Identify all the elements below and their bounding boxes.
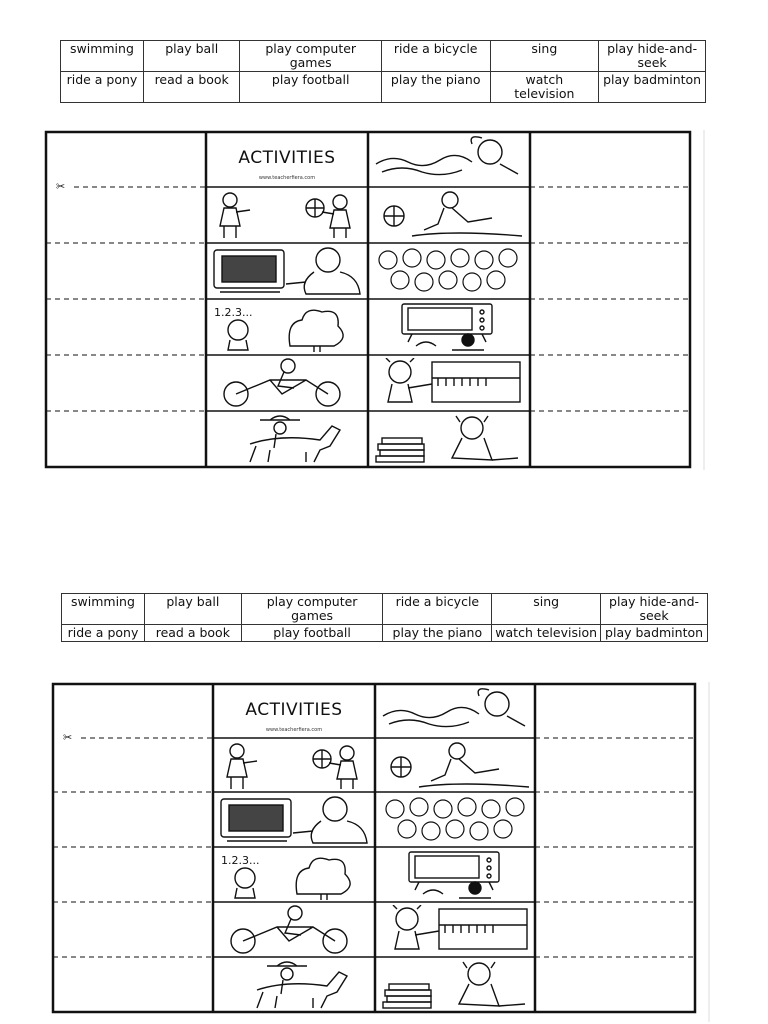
svg-text:1.2.3...: 1.2.3... [221, 854, 260, 867]
word-bank-cell: play ball [144, 594, 241, 625]
sing-picture [379, 795, 533, 845]
activities-worksheet [44, 130, 708, 470]
word-bank-row [61, 41, 706, 72]
word-bank-cell: play ball [143, 41, 240, 72]
play-football-picture [379, 741, 533, 791]
play-computer-games-picture [217, 795, 371, 845]
word-bank-cell: play hide-and-seek [601, 594, 708, 625]
play-ball-picture [210, 190, 364, 240]
swimming-picture [372, 134, 526, 184]
word-bank-cell: sing [492, 594, 601, 625]
ride-a-pony-picture [217, 960, 371, 1010]
play-the-piano-picture [372, 358, 526, 408]
word-bank-cell: play hide-and-seek [599, 41, 706, 72]
worksheet-title: ACTIVITIES [245, 700, 343, 720]
activities-worksheet [51, 682, 715, 1022]
word-bank-cell: ride a pony [62, 625, 145, 642]
word-bank-cell: sing [490, 41, 599, 72]
word-bank-cell: read a book [143, 72, 240, 103]
read-a-book-picture [379, 960, 533, 1010]
word-bank-cell: watch television [490, 72, 599, 103]
word-bank-cell: watch television [492, 625, 601, 642]
word-bank-cell: read a book [144, 625, 241, 642]
word-bank-cell: ride a bicycle [381, 41, 490, 72]
ride-a-bicycle-picture [217, 905, 371, 955]
ride-a-pony-picture [210, 414, 364, 464]
word-bank-cell: ride a bicycle [383, 594, 492, 625]
watch-television-picture [379, 850, 533, 900]
word-bank-cell: swimming [62, 594, 145, 625]
watch-television-picture [372, 302, 526, 352]
read-a-book-picture [372, 414, 526, 464]
word-bank-table [60, 40, 706, 103]
word-bank-cell: ride a pony [61, 72, 144, 103]
play-the-piano-picture [379, 905, 533, 955]
play-ball-picture [217, 741, 371, 791]
website-label: www.teacherfiera.com [258, 175, 316, 181]
worksheet-title: ACTIVITIES [238, 148, 336, 168]
svg-text:1.2.3...: 1.2.3... [214, 306, 253, 319]
word-bank-cell: play computer games [241, 594, 383, 625]
word-bank-cell: play badminton [601, 625, 708, 642]
word-bank-row [62, 625, 708, 642]
word-bank-table [61, 593, 708, 642]
word-bank-cell: swimming [61, 41, 144, 72]
swimming-picture [379, 686, 533, 736]
scissors-icon: ✂ [56, 180, 66, 193]
word-bank-cell: play football [240, 72, 381, 103]
word-bank-cell: play the piano [381, 72, 490, 103]
sing-picture [372, 246, 526, 296]
play-computer-games-picture [210, 246, 364, 296]
word-bank-row [61, 72, 706, 103]
word-bank-cell: play the piano [383, 625, 492, 642]
website-label: www.teacherfiera.com [265, 727, 323, 733]
word-bank-cell: play badminton [599, 72, 706, 103]
play-football-picture [372, 190, 526, 240]
scissors-icon: ✂ [63, 731, 73, 744]
word-bank-cell: play computer games [240, 41, 381, 72]
play-hide-and-seek-picture [210, 302, 364, 352]
word-bank-row [62, 594, 708, 625]
play-hide-and-seek-picture [217, 850, 371, 900]
ride-a-bicycle-picture [210, 358, 364, 408]
word-bank-cell: play football [241, 625, 383, 642]
